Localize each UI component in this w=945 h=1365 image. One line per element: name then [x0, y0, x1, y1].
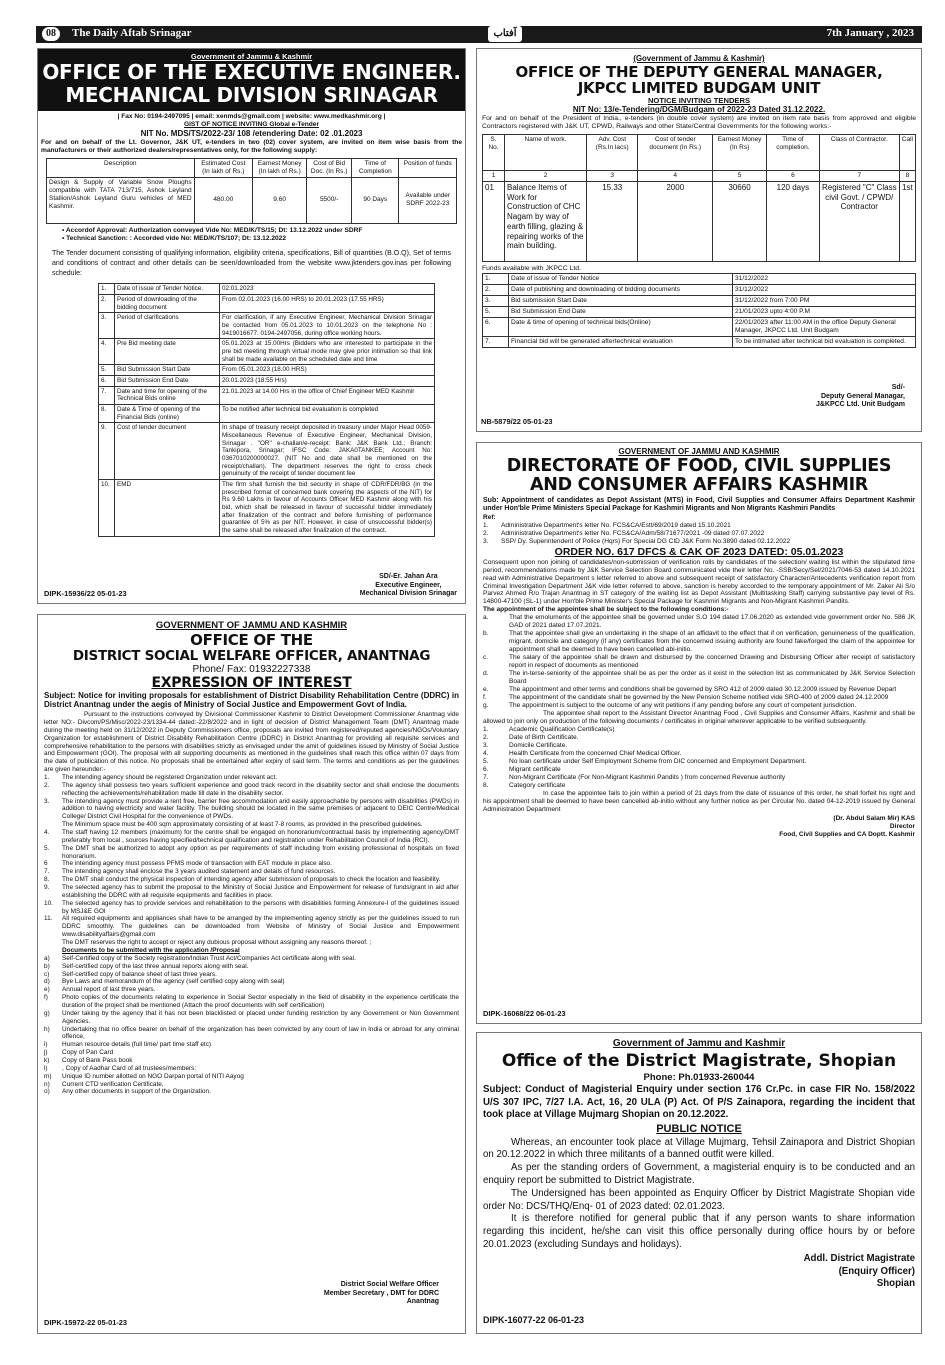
ad1-s-label: Bid Submission Start Date	[115, 365, 220, 376]
issue-date: 7th January , 2023	[826, 27, 914, 39]
ad4-term-item: 6 The intending agency must possess PFMS mode of transaction with EAT module in place also.	[44, 860, 332, 868]
ad2-col-no: 8	[899, 171, 915, 182]
ad4-term-item: k) Copy of Bank Pass book	[44, 1056, 133, 1064]
ad2-s-label: Date of issue of Tender Notice	[509, 274, 733, 285]
ad2-s-no: 7.	[483, 337, 509, 348]
ad-district-social-welfare	[37, 614, 466, 1334]
ad2-sign-2: Deputy General Managar,	[820, 392, 905, 400]
ad2-td: Balance Items of Work for Construction of CHC Nagam by way of earth filling, glazing & repairing works of the main building.	[505, 181, 587, 261]
ad3-ref-item: 3. SSP/ Dy. Superintendent of Police (Hqrs) For Special DG CID J&K Form No.3890 dated 02.12.2022	[483, 537, 791, 545]
ad2-s-no: 5.	[483, 307, 509, 318]
ad2-nit-head: NOTICE INVITING TENDERS	[647, 95, 751, 105]
ad5-phone: Phone: Ph.01933-260044	[643, 1072, 755, 1084]
ad5-title: Office of the District Magistrate, Shopian	[501, 1051, 897, 1072]
ad1-s-value: To be notified after technical bid evaluation is completed	[220, 405, 435, 423]
ad5-para-3: The Undersigned has been appointed as Enquiry Officer by District Magistrate Shopian vide order No: DCS/THQ/Enq- 01 of 2023 dated: 02.01.2023.	[483, 1187, 915, 1212]
ad1-s-label: Pre Bid meeting date	[115, 339, 220, 365]
ad2-td: 1st	[899, 181, 915, 261]
ad2-th: Time of completion.	[767, 135, 820, 171]
ad1-s-no: 3.	[99, 313, 115, 339]
ad1-s-label: Date and time for opening of the Technical Bids online	[115, 386, 220, 404]
ad-executive-engineer	[37, 48, 466, 604]
ad1-th: Position of funds	[399, 159, 457, 178]
ad1-s-no: 9.	[99, 423, 115, 480]
ad4-term-item: c) Self-certified copy of balance sheet of last three years.	[44, 970, 217, 978]
ad1-intro: For and on behalf of the Lt. Governor, J&K UT, e-tenders in two (02) cover system, are invited on item wise basis from the manufacturers or their authorized dealers/representatives only, for the following supply:	[41, 138, 462, 154]
ad2-s-no: 3.	[483, 296, 509, 307]
ad1-s-no: 5.	[99, 365, 115, 376]
ad1-s-value: The firm shall furnish the bid security in shape of CDR/FDR/BG (in the prescribed format of concerned bank covering the aspects of the NIT) for Rs 9.60 Lakhs in favour of Accounts Officer MED Kashmir along with his bid, which shall be released in favour of successful bidder immediately after finalization of the contract and before furnishing of performance guarantee of 5% as per NIT. However, in case of unsuccessful bidder(s) the same shall be released after finalization of the contract.	[220, 480, 435, 537]
ad4-sign-3: Anantnag	[406, 1298, 439, 1306]
ad2-s-label: Date of publishing and downloading of bidding documents	[509, 285, 733, 296]
ad1-s-value: 21.01.2023 at 14.00 Hrs in the office of Chief Engineer MED Kashmir	[220, 386, 435, 404]
ad3-condition: b. That the appointee shall give an undertaking in the shape of an affidavit to the effect that if on verification, genuineness of the qualification, migrant, domicile and category (if any) certificates from the concerned issuing authority are found fake/forged the claim of the appointee for appointment shall be deemed to have been cancelled abi-initio.	[483, 630, 915, 654]
ad4-term-item: 1. The intending agency should be registered Organization under relevant act.	[44, 774, 278, 782]
ad3-sign-3: Food, Civil Supplies and CA Doptt. Kashmir	[779, 831, 915, 839]
ad4-term-item: The DMT reserves the right to accept or reject any dubious proposal without assigning any reasons thereof. ;	[62, 939, 372, 947]
ad2-td: 2000	[638, 181, 713, 261]
ad5-subject: Subject: Conduct of Magisterial Enquiry under section 176 Cr.Pc. in case FIR No. 158/2022 U/S 307 IPC, 7/27 I.A. Act, 16, 20 ULA (P) Act. Of P/S Zainapora, regarding the incident that took place at Village Mujmarg Shopian on 20.12.2022.	[483, 1083, 915, 1121]
ad1-td: Design & Supply of Variable Snow Ploughs compatible with TATA 713/715, Ashok Leyland Stallion/Ashok Leyland Guru vehicles of MED Kashmir.	[47, 177, 195, 223]
ad3-order: ORDER NO. 617 DFCS & CAK OF 2023 DATED: 05.01.2023	[554, 545, 844, 558]
ad3-report: The appointee shall report to the Assistant Director Anantnag Food , Civil Supplies and Consumer Affairs, Kashmir and shall be allowed to join only on production of the following documents / certificates in original wherever applicable to be verified subsequently.	[483, 710, 915, 726]
ad4-term-item: 5. The DMT shall be authorized to adopt any option as per requirements of staff including from existing professional of hospitals on fixed honorarium.	[44, 844, 459, 860]
ad1-dipk: DIPK-15936/22 05-01-23	[44, 589, 127, 598]
ad4-eoi: EXPRESSION OF INTEREST	[151, 674, 352, 691]
ad2-title-1: OFFICE OF THE DEPUTY GENERAL MANAGER,	[515, 62, 883, 81]
ad1-s-no: 1.	[99, 284, 115, 295]
ad4-term-item: 2. The agency shall possess two years sufficient experience and good track record in the disability sector and shall enclose the documents reflecting the achievements/rehabilitation made till date in the disability sector.	[44, 781, 459, 797]
ad1-approval-1: • Accordof Approval: Authorization conveyed Vide No: MED/K/TS/15; Dt: 13.12.2022 under SDRF	[62, 226, 363, 234]
ad2-th: Call	[899, 135, 915, 171]
ad3-condition: g. The appointment is subject to the outcome of any writ petitions if any pending before any court of competent jurisdiction.	[483, 702, 857, 710]
ad2-th: Name of work.	[505, 135, 587, 171]
ad1-approval-2: • Technical Sanction: : Accorded vide No: MED/K/TS/107; Dt: 13.12.2022	[62, 234, 286, 242]
ad2-col-no: 3	[587, 171, 638, 182]
ad2-col-no: 6	[767, 171, 820, 182]
ad4-term-item: d) Bye Laws and memorandum of the agency (self certified copy along with seal)	[44, 978, 285, 986]
ad2-s-no: 6.	[483, 318, 509, 337]
ad2-td: 30660	[713, 181, 767, 261]
ad1-th: Estimated Cost (In lakh of Rs.)	[194, 159, 252, 178]
ad3-ref-item: 1. Administrative Department's letter No. FCS&CA/Estt/69/2019 dated 15.10.2021	[483, 521, 731, 529]
ad4-term-item: 7. The intending agency shall enclose the 3 years audited statement and details of fund resources.	[44, 868, 336, 876]
ad2-s-label: Financial bid will be generated aftertechnical evaluation	[509, 337, 733, 348]
ad1-td: Available under SDRF 2022-23	[399, 177, 457, 223]
ad1-th: Time of Completion	[352, 159, 399, 178]
ad4-term-item: 4. The staff having 12 members (maximum) for the centre shall be engaged on honorarium/contractual basis by implementing agency/DMT preferably from local , sources having specified/technical qualification and registration under Rehabilitation Council of India (RCI).	[44, 829, 459, 844]
ad4-term-item: e) Annual report of last three years.	[44, 986, 156, 994]
page-header	[36, 26, 922, 43]
ad2-s-value: 31/12/2022 from 7:00 PM	[733, 296, 916, 307]
ad4-title-2: DISTRICT SOCIAL WELFARE OFFICER, ANANTNAG	[72, 647, 431, 664]
ad4-phone: Phone/ Fax: 01932227338	[192, 663, 311, 675]
ad4-term-item: i) Human resource details (full time/ part time staff etc)	[44, 1041, 212, 1049]
ad4-term-item: l) , Copy of Aadhar Card of all trustees/members:	[44, 1064, 197, 1072]
ad2-s-label: Date & time of opening of technical bids(Online)	[509, 318, 733, 337]
ad4-term-item: g) Under taking by the agency that it has not been blacklisted or placed under funding restriction by any Government or Non Government Agencies.	[44, 1009, 459, 1025]
ad2-s-label: Bid Submission End Date	[509, 307, 733, 318]
ad2-s-label: Bid submission Start Date	[509, 296, 733, 307]
ad1-schedule-table	[98, 283, 435, 536]
ad4-terms	[44, 774, 459, 1096]
ad1-s-value: 05.01.2023 at 15.00Hrs (Bidders who are interested to participate in the pre bid meeting through virtual mode may give prior intimation so that link shall be made available on the scheduled date and time	[220, 339, 435, 365]
ad1-sign-2: Executive Engineer,	[375, 581, 442, 589]
ad2-intro: For and on behalf of the President of India., e-tenders (in double cover system) are invited on item rate basis from approved and eligible Contractors registered with J&K UT, CPWD, Railways and other State/Central Governments for the following works:-	[482, 114, 916, 130]
ad3-doc: 1. Academic Qualification Certificate(s)	[483, 726, 615, 734]
ad-food-civil-supplies	[476, 442, 922, 1024]
ad1-title-2: MECHANICAL DIVISION SRINAGAR	[65, 83, 438, 108]
ad4-term-item: j) Copy of Pan Card	[44, 1049, 114, 1057]
ad-jkpcc-budgam	[476, 48, 922, 432]
ad4-term-item: The Minimum space must be 400 sqm approximately consisting of at least 7-8 rooms, as provided in the prescribed guidelines.	[62, 821, 423, 829]
ad2-dipk: NB-5879/22 05-01-23	[481, 417, 553, 426]
ad2-col-no: 1	[483, 171, 505, 182]
ad1-s-label: Period of clarifications	[115, 313, 220, 339]
ad1-th: Earnest Money (In lakh of Rs.)	[252, 159, 306, 178]
ad1-s-value: 20.01.2023 (18:55 Hrs)	[220, 376, 435, 387]
ad4-term-item: m) Unique ID number allotted on NGO Darpan portal of NITI Aayog	[44, 1072, 244, 1080]
ad5-sign-3: Shopian	[876, 1278, 915, 1290]
ad2-gov: (Government of Jammu & Kashmir)	[633, 54, 765, 63]
ad-district-magistrate-shopian	[476, 1032, 922, 1334]
ad5-para-2: As per the standing orders of Government, a magisterial enquiry is to be conducted and an enquiry report be submitted to District Magistrate.	[483, 1162, 915, 1187]
ad1-tender-table	[46, 158, 457, 224]
ad1-sign-1: SD/-Er. Jahan Ara	[379, 573, 438, 580]
ad3-title-2: AND CONSUMER AFFAIRS KASHMIR	[530, 474, 868, 495]
ad1-s-no: 10.	[99, 480, 115, 537]
ad3-condition: d. The in-terse-seniority of the appointee shall be as per the order as it exist in the selection list as communicated by J&K Service Selection Board	[483, 670, 915, 686]
ad3-title-1: DIRECTORATE OF FOOD, CIVIL SUPPLIES	[506, 455, 892, 476]
ad2-sign-1: Sd/-	[891, 384, 905, 391]
ad4-term-item: 11. All required equipments and appliances shall have to be arranged by the implementing agency strictly as per the guidelines issued to run DDRC smoothly. The guidelines can be downloaded from Website of Ministry of Social Justice and Empowerment www.disabilityaffairs@gmail.com	[44, 915, 459, 939]
ad3-condition: c. The salary of the appointee shall be drawn and disbursed by the concerned Drawing and Disbursing Officer after receipt of satisfactory report in respect of documents as mentioned	[483, 654, 915, 670]
ad2-col-no: 2	[505, 171, 587, 182]
ad1-s-label: Date & Time of opening of the Financial Bids (online)	[115, 405, 220, 423]
ad1-th: Cost of Bid Doc. (In Rs.)	[307, 159, 352, 178]
ad1-s-value: For clarification, if any Executive Engineer, Mechanical Division Srinagar be contacted from 05.01.2023 to 10.01.2023 on the telephone No : 9419016677. 0194-2497056, during office working hours.	[220, 313, 435, 339]
ad2-th: Earnest Money (In Rs)	[713, 135, 767, 171]
ad4-sign-2: Member Secretary , DMT for DDRC	[323, 1289, 439, 1297]
ad3-gov: GOVERNMENT OF JAMMU AND KASHMIR	[618, 447, 780, 456]
ad4-term-item: b) Self-certified copy of the last three annual reports along with seal.	[44, 962, 249, 970]
ad3-doc: 5. No loan certificate under Self Employment Scheme from DIC concerned and Employment Department.	[483, 758, 807, 766]
ad2-s-no: 1.	[483, 274, 509, 285]
ad1-s-no: 7.	[99, 386, 115, 404]
ad3-doc: 2. Date of Birth Certificate.	[483, 734, 579, 742]
ad4-term-item: 8. The DMT shall conduct the physical inspection of intending agency after submission of proposals to check the location and feasibility.	[44, 876, 441, 884]
ad1-s-label: Bid Submission End Date	[115, 376, 220, 387]
ad5-para-4: It is therefore notified for general public that if any person wants to share information regarding this incident, he/she can visit this office personally during office hours by or before 20.01.2023 (excluding Sundays and holidays).	[483, 1213, 915, 1251]
ad4-term-item: h) Undertaking that no office bearer on behalf of the organization has been convicted by any court of law in India or abroad for any criminal offence,	[44, 1025, 459, 1041]
ad1-para: The Tender document consisting of qualifying information, eligibility criteria, specifications, Bill of quantities (B.O.Q), Set of terms and conditions of contract and other details can be seen/downloaded from the website www.jktenders.gov.inas per following schedule:	[52, 249, 451, 278]
ad2-s-value: 31/12/2022	[733, 274, 916, 285]
ad5-dipk: DIPK-16077-22 06-01-23	[483, 1315, 585, 1325]
ad3-sign-1: (Dr. Abdul Salam Mir) KAS	[833, 815, 915, 823]
ad4-term-item: n) Current CTD verification Certificate,	[44, 1080, 164, 1088]
ad1-nit: NIT No. MDS/TS/2022-23/ 108 /etendering Date: 02 .01.2023	[140, 129, 363, 139]
ad3-doc: 8. Category certificate	[483, 782, 566, 790]
ad1-s-value: From 02.01.2023 (16.00 HRS) to 20.01.2023 (17.55 HRS)	[220, 295, 435, 313]
newspaper-logo: آفتاب	[488, 26, 522, 42]
ad3-condition: f. The appointment of the candidate shall be governed by the New Pension Scheme notified vide SRO-400 of 2009 dated 24.12.2009	[483, 694, 889, 702]
ad4-term-item: 3. The intending agency must provide a rent free, barrier free accommodation arid easily approachable by persons with disabilities (PWDs) in addition to having electricity and water facility. The building should be located in the same premises or adjacent to DEIC Centre/Medical College/ District Civil Hospital for the convenience of PWDs.	[44, 797, 459, 821]
ad2-s-value: 31/12/2022	[733, 285, 916, 296]
ad1-s-label: Cost of tender document	[115, 423, 220, 480]
ad4-term-item: 9. The selected agency has to submit the proposal to the Ministry of Social Justice and Empowerment for release of funds/grant in aid after establishing the DDRC with all requisite equipments and facilities in place.	[44, 884, 459, 899]
ad2-s-value: 22/01/2023 after 11:00 AM in the office Deputy General Manager, JKPCC Ltd. Unit Budgam	[733, 318, 916, 337]
ad3-doc: 7. Non-Migrant Certificate (For Non-Migrant Kashmiri Pandits ) from concerned Revenue authority	[483, 774, 786, 782]
ad1-s-label: Date of issue of Tender Notice.	[115, 284, 220, 295]
ad2-schedule-table	[482, 273, 916, 348]
ad1-gov: Government of Jammu & Kashmir	[190, 52, 313, 61]
ad2-s-value: 21/01/2023 upto 4:00 P.M	[733, 307, 916, 318]
ad4-sign-1: District Social Welfare Officer	[340, 1281, 439, 1288]
ad2-funds: Funds available with JKPCC Ltd.	[482, 264, 581, 272]
ad1-s-value: From 05.01.2023 (18.00 HRS)	[220, 365, 435, 376]
ad2-col-no: 7	[819, 171, 899, 182]
ad1-s-value: 02.01.2023	[220, 284, 435, 295]
ad1-banner	[38, 49, 465, 111]
ad2-td: Registered "C" Class civil Govt. / CPWD/ Contractor	[819, 181, 899, 261]
ad2-th: Cost of tender document (In Rs.)	[638, 135, 713, 171]
ad1-s-label: Period of downloading of the bidding document	[115, 295, 220, 313]
page-number: 08	[42, 27, 60, 41]
ad2-th: Adv. Cost (Rs.In lacs)	[587, 135, 638, 171]
ad2-td: 15.33	[587, 181, 638, 261]
ad5-sign-1: Addl. District Magistrate	[803, 1252, 915, 1264]
ad3-ref-item: 2. Administrative Department's letter No. FCS&CA/Adm/58/71677/2021 -09 dated 07.07.2022	[483, 529, 765, 537]
ad2-title-2: JKPCC LIMITED BUDGAM UNIT	[577, 78, 821, 97]
ad1-sign-3: Mechanical Division Srinagar	[359, 590, 457, 598]
ad1-contact: | Fax No: 0194-2497095 | email: xenmds@gmail.com | website: www.medkashmir.org |	[117, 113, 386, 121]
ad3-doc: 6. Migrant certificate	[483, 766, 561, 774]
ad4-dipk: DIPK-15972-22 05-01-23	[44, 1318, 127, 1327]
ad4-body: Pursuant to the instructions conveyed by Divisional Commissioner Kashmir to District Development Commissioner Anantnag vide letter NO:- Divcom/PS/Misc/2022-23/1334-44 dated:-22/8/2022 and in light of decision of District Management Team (DMT) Anantnag made during the meeting held on 31/12/2022 in Deputy Commissioners office, proposals are invited from registered/reputed agencies/NGOs/Voluntary Organization for establishment of District Disability Rehabilitation Centre (DDRC) in District Anantnag for providing all requisite services and comprehensive rehabilitation to the persons with disabilities strictly as envisaged under the amit of guidelines issued by Ministry of Social Justice and Empowerment (GOI). The proposal with all supporting documents as mentioned in the guidelines shall reach this office within 07 days from the date of publication of this notice. No proposals shall be entertained after expiry of said term. The terms and conditions as per the guidelines are given hereunder:-	[44, 711, 459, 774]
ad2-th: Class of Contractor.	[819, 135, 899, 171]
ad3-closing: In case the appointee fails to join within a period of 21 days from the date of issuance of this order, he shall forfeit his right and his appointment shall be deemed to have been cancelled ab-initio without any further notice as per Circular No. dated 04-12-2019 issued by General Administration Department	[483, 790, 915, 814]
ad5-sign-2: (Enquiry Officer)	[838, 1265, 915, 1277]
ad1-td: 9.60	[252, 177, 306, 223]
ad5-gov: Government of Jammu and Kashmir	[612, 1038, 786, 1049]
ad2-tender-table	[482, 134, 916, 262]
ad3-sub: Sub: Appointment of candidates as Depot Assistant (MTS) in Food, Civil Supplies and Consumer Affairs Department Kashmir under Hon'ble Prime Ministers Special Package for Kashmiri Migrants and Non Migrants Kashmiri Pandits	[483, 496, 915, 513]
ad4-gov: GOVERNMENT OF JAMMU AND KASHMIR	[155, 620, 348, 631]
ad1-s-no: 4.	[99, 339, 115, 365]
ad2-sign-3: J&KPCC Ltd. Unit Budgam	[815, 401, 905, 409]
ad2-col-no: 5	[713, 171, 767, 182]
ad1-s-no: 8.	[99, 405, 115, 423]
ad3-body: Consequent upon non joining of candidates/non-submission of verification rolls by candidates of the selection/ waiting list within the stipulated time period, recommendations made by J&K Service Selection Board communicated vide their letter No. -SSB/Secy/Sel/2021/7046-53 dated 14.10.2021 read with Administrative Department s letter referred to above and subsequent receipt of satisfactory Character/Antecedents verification report from Criminal Investigation Department J&K vide letter referred to above, sanction is hereby accorded to the temporary appointment of Mr. Zaker Ali S/o Parvez Ahmed R/o Trajan Anantnag in ST category of the waiting list as Depot Assistant (Multitasking Staff) carrying substantive pay level of Rs. 14800-47100 (SL-1) under Hon'ble Prime Minister's Special Package for Kashmiri Migrants and Non-Migrant Kashmiri Pandits.	[483, 558, 915, 606]
ad4-term-item: f) Photo copies of the documents relating to experience in Social Sector especially in the field of disability in the experience certificate the duration of the project shall be mentioned (Attach the proof documents with self certification)	[44, 994, 459, 1009]
ad3-dipk: DIPK-16068/22 06-01-23	[483, 1009, 566, 1018]
ad3-cond-head: The appointment of the appointee shall be subject to the following conditions:-	[483, 606, 729, 614]
ad1-s-value: In shape of treasury receipt deposited in treasury under Major Head 0059-Miscellaneous Revenue of Executive Engineer, Mechanical Division, Srinagar . "OR" e-challan/e-receipt: Bank: J&K Bank Ltd.; Branch: Tankipora, Srinagar; IFSC Code: JAKA0TANKEE; Account No: 0367010200000027. (NIT No and date shall be mentioned on the receipt/challan). The department reserves the right to cross check genuinuity of the receipt of tender document fee	[220, 423, 435, 480]
ad3-ref: Ref:	[483, 513, 496, 521]
ad4-term-item: 10. The selected agency has to provide services and rehabilitation to the persons with disabilities forming Annexure-I of the guidelines issued by MSJ&E GOI	[44, 899, 459, 915]
ad2-th: S. No.	[483, 135, 505, 171]
ad1-title-1: OFFICE OF THE EXECUTIVE ENGINEER.	[42, 60, 461, 85]
ad4-term-item: a) Self-Certified copy of the Society registration/Indian Trust Act/Companies Act certificate along with seal.	[44, 954, 356, 962]
newspaper-name: The Daily Aftab Srinagar	[72, 27, 192, 39]
ad4-term-item: o) Any other documents in support of the Organization.	[44, 1088, 211, 1096]
ad2-col-no: 4	[638, 171, 713, 182]
ad3-doc: 4. Health Certificate from the concerned Chief Medical Officer.	[483, 750, 682, 758]
ad5-para-1: Whereas, an encounter took place at Village Mujmarg, Tehsil Zainapora and District Shopian on 20.12.2022 in which three militants of a banned outfit were killed.	[483, 1136, 915, 1161]
ad4-subject: Subject: Notice for inviting proposals for establishment of District Disability Rehabilitation Centre (DDRC) in District Anantnag under the aegis of Ministry of Social Justice and Empowerment Govt of India.	[44, 690, 459, 709]
ad2-s-no: 2.	[483, 285, 509, 296]
ad3-condition: e. The appointment and other terms and conditions shall be governed by SRO 412 of 2009 dated 30.12.2009 issued by Revenue Depart	[483, 686, 897, 694]
ad1-s-label: EMD	[115, 480, 220, 537]
ad2-s-value: To be intimated after technical bid evaluation is completed.	[733, 337, 916, 348]
ad1-s-no: 6.	[99, 376, 115, 387]
ad1-gist: GIST OF NOTICE INVITING Global e-Tender	[183, 121, 320, 129]
ad2-td: 120 days	[767, 181, 820, 261]
ad1-th: Description	[47, 159, 195, 178]
ad4-term-item: Documents to be submitted with the application /Proposal	[62, 946, 240, 954]
ad3-condition: a. That the emoluments of the appointee shall be governed under S.O 194 dated 17.06.2020 as extended vide government order No. 586 JK GAD of 2021 dated 17.07.2021.	[483, 614, 915, 630]
ad1-td: 90 Days	[352, 177, 399, 223]
ad2-td: 01	[483, 181, 505, 261]
ad2-nit: NIT No: 13/e-Tendering/DGM/Budgam of 2022-23 Dated 31.12.2022.	[572, 104, 826, 114]
ad3-sign-2: Director	[889, 823, 915, 831]
ad3-doc: 3. Domicile Certificate.	[483, 742, 568, 750]
ad4-title-1: OFFICE OF THE	[190, 630, 313, 649]
ad1-s-no: 2.	[99, 295, 115, 313]
ad1-td: 480.00	[194, 177, 252, 223]
ad1-td: 5500/-	[307, 177, 352, 223]
ad5-notice: PUBLIC NOTICE	[656, 1123, 742, 1136]
